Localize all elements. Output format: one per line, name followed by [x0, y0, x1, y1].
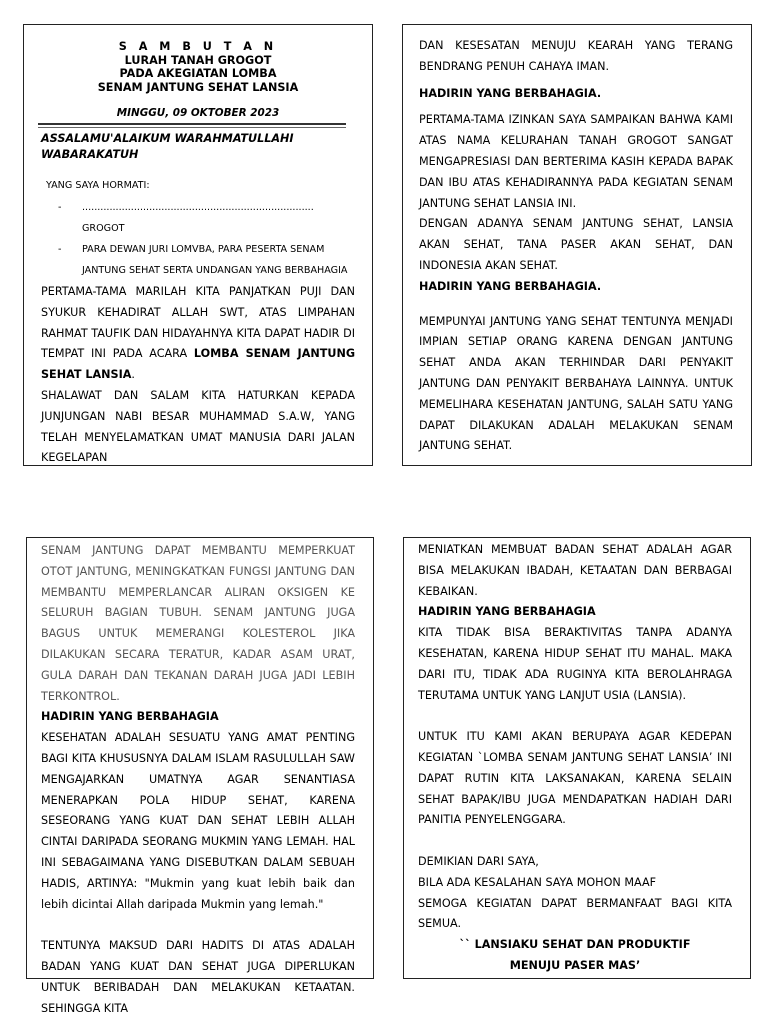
bullet-dash: -: [58, 202, 62, 213]
closing-line: BILA ADA KESALAHAN SAYA MOHON MAAF: [418, 875, 657, 889]
card1-body: [41, 282, 355, 469]
list-item: [58, 197, 358, 239]
honored-list: [58, 197, 358, 281]
paragraph: KESEHATAN ADALAH SESUATU YANG AMAT PENTING BAGI KITA KHUSUSNYA DALAM ISLAM RASULULLAH SAW MENGAJARKAN UMATNYA AGAR SENANTIASA MENERAPKAN POLA HIDUP SEHAT, KARENA SESEORANG YANG KUAT DAN SEHAT LEBIH ALLAH CINTAI DARIPADA SEORANG MUKMIN YANG LEMAH. HAL INI SEBAGAIMANA YANG DISEBUTKAN DALAM SEBUAH HADIS, ARTINYA: "Mukmin yang kuat lebih baik dan lebih dicintai Allah daripada Mukmin yang lemah.": [41, 731, 355, 911]
card4-body: [418, 540, 732, 977]
section-heading: HADIRIN YANG BERBAHAGIA.: [419, 279, 602, 293]
bullet-dash: -: [58, 244, 62, 255]
list-item: [58, 239, 358, 281]
slogan: [418, 935, 732, 977]
paragraph: MENIATKAN MEMBUAT BADAN SEHAT ADALAH AGAR BISA MELAKUKAN IBADAH, KETAATAN DAN BERBAGAI KEBAIKAN.: [418, 543, 732, 598]
section-heading: HADIRIN YANG BERBAHAGIA: [418, 605, 596, 619]
slogan-line: MENUJU PASER MAS’: [509, 958, 641, 972]
greeting-salam: ASSALAMU'ALAIKUM WARAHMATULLAHI WABARAKATUH: [41, 132, 294, 161]
honored-label: YANG SAYA HORMATI:: [46, 180, 150, 191]
speech-card-3: [26, 537, 374, 1015]
paragraph: DAN KESESATAN MENUJU KEARAH YANG TERANG BENDRANG PENUH CAHAYA IMAN.: [419, 39, 733, 73]
slogan-line: `` LANSIAKU SEHAT DAN PRODUKTIF: [459, 938, 691, 952]
closing-line: DEMIKIAN DARI SAYA,: [418, 854, 539, 868]
shalawat-paragraph: SHALAWAT DAN SALAM KITA HATURKAN KEPADA JUNJUNGAN NABI BESAR MUHAMMAD S.A.W, YANG TELAH MENYELAMATKAN UMAT MANUSIA DARI JALAN KEGELAPAN: [41, 388, 355, 465]
speech-title: [24, 40, 372, 94]
speech-card-4: [403, 537, 751, 979]
list-item-text: PARA DEWAN JURI LOMVBA, PARA PESERTA SENAM JANTUNG SEHAT SERTA UNDANGAN YANG BERBAHAGIA: [82, 244, 348, 276]
divider-thick: [38, 123, 346, 125]
title-event-line: PADA AKEGIATAN LOMBA: [119, 67, 277, 81]
speech-card-1: [23, 24, 373, 466]
spacer: [418, 706, 732, 727]
spacer: [418, 831, 732, 852]
spacer: [41, 915, 355, 936]
opening-text: PERTAMA-TAMA MARILAH KITA PANJATKAN PUJI DAN SYUKUR KEHADIRAT ALLAH SWT, ATAS LIMPAHAN RAHMAT TAUFIK DAN HIDAYAHNYA KITA DAPAT HADIR DI TEMPAT INI PADA ACARA: [41, 285, 355, 361]
title-sambutan: S A M B U T A N: [118, 40, 278, 53]
speech-date: MINGGU, 09 OKTOBER 2023: [116, 107, 280, 119]
list-item-text: ............................................................................ GROGOT: [82, 202, 314, 234]
section-heading: HADIRIN YANG BERBAHAGIA.: [419, 86, 602, 100]
divider-thin: [38, 127, 346, 128]
opening-end: .: [131, 368, 135, 382]
closing-line: SEMOGA KEGIATAN DAPAT BERMANFAAT BAGI KITA SEMUA.: [418, 896, 732, 931]
paragraph: SENAM JANTUNG DAPAT MEMBANTU MEMPERKUAT OTOT JANTUNG, MENINGKATKAN FUNGSI JANTUNG DAN MEMBANTU MEMPERLANCAR ALIRAN OKSIGEN KE SELURUH BAGIAN TUBUH. SENAM JANTUNG JUGA BAGUS UNTUK MEMERANGI KOLESTEROL JIKA DILAKUKAN SECARA TERATUR, KADAR ASAM URAT, GULA DARAH DAN TEKANAN DARAH JUGA JADI LEBIH TERKONTROL.: [41, 544, 355, 703]
speech-card-2: [402, 24, 752, 466]
event-name-bold: LOMBA SENAM JANTUNG SEHAT LANSIA: [41, 347, 356, 382]
title-event-name: SENAM JANTUNG SEHAT LANSIA: [97, 80, 299, 94]
opening-paragraph: [41, 282, 355, 386]
paragraph: UNTUK ITU KAMI AKAN BERUPAYA AGAR KEDEPAN KEGIATAN `LOMBA SENAM JANTUNG SEHAT LANSIA’ INI DAPAT RUTIN KITA LAKSANAKAN, KARENA SELAIN SEHAT BAPAK/IBU JUGA MENDAPATKAN HADIAH DARI PANITIA PENYELENGGARA.: [418, 730, 732, 827]
card2-body: [419, 36, 733, 457]
paragraph: PERTAMA-TAMA IZINKAN SAYA SAMPAIKAN BAHWA KAMI ATAS NAMA KELURAHAN TANAH GROGOT SANGAT MENGAPRESIASI DAN BERTERIMA KASIH KEPADA BAPAK DAN IBU ATAS KEHADIRANNYA PADA KEGIATAN SENAM JANTUNG SEHAT LANSIA INI.: [419, 113, 733, 210]
paragraph: MEMPUNYAI JANTUNG YANG SEHAT TENTUNYA MENJADI IMPIAN SETIAP ORANG KARENA DENGAN JANTUNG SEHAT ANDA AKAN TERHINDAR DARI PENYAKIT JANTUNG DAN PENYAKIT BERBAHAYA LAINNYA. UNTUK MEMELIHARA KESEHATAN JANTUNG, SALAH SATU YANG DAPAT DILAKUKAN ADALAH MELAKUKAN SENAM JANTUNG SEHAT.: [419, 314, 733, 453]
paragraph: TENTUNYA MAKSUD DARI HADITS DI ATAS ADALAH BADAN YANG KUAT DAN SEHAT JUGA DIPERLUKAN UNTUK BERIBADAH DAN MELAKUKAN KETAATAN. SEHINGGA KITA: [41, 939, 355, 1015]
section-heading: HADIRIN YANG BERBAHAGIA: [41, 710, 219, 724]
title-official: LURAH TANAH GROGOT: [124, 53, 272, 67]
paragraph: KITA TIDAK BISA BERAKTIVITAS TANPA ADANYA KESEHATAN, KARENA HIDUP SEHAT ITU MAHAL. MAKA DARI ITU, TIDAK ADA RUGINYA KITA BEROLAHRAGA TERUTAMA UNTUK YANG LANJUT USIA (LANSIA).: [418, 626, 732, 702]
paragraph: DENGAN ADANYA SENAM JANTUNG SEHAT, LANSIA AKAN SEHAT, TANA PASER AKAN SEHAT, DAN INDONESIA AKAN SEHAT.: [419, 217, 733, 272]
card3-body: [41, 541, 355, 1019]
